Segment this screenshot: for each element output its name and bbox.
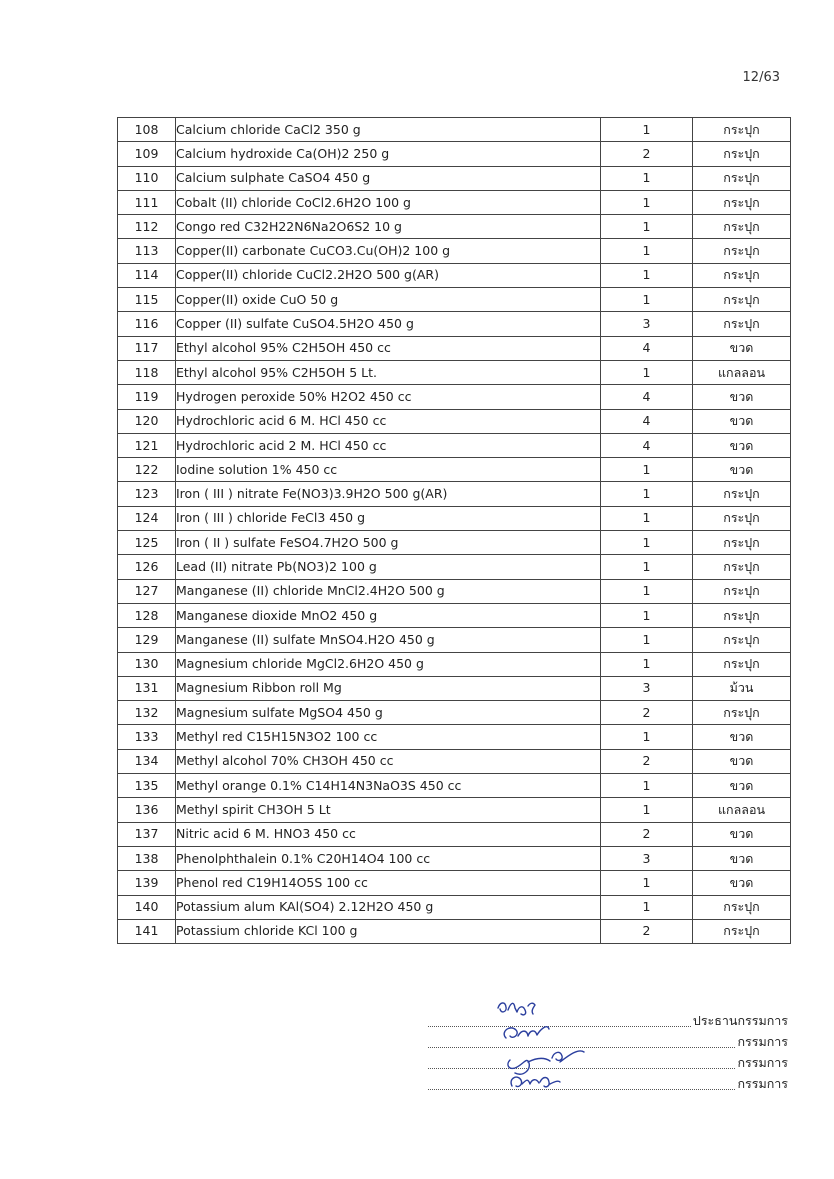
table-row [118, 555, 791, 579]
item-unit-cell: ขวด [693, 871, 791, 895]
item-quantity-cell: 1 [601, 482, 693, 506]
table-row [118, 458, 791, 482]
item-unit-cell: กระปุก [693, 652, 791, 676]
item-name-cell: Manganese (II) chloride MnCl2.4H2O 500 g [176, 579, 601, 603]
item-quantity-cell: 3 [601, 312, 693, 336]
item-name-cell: Manganese (II) sulfate MnSO4.H2O 450 g [176, 628, 601, 652]
table-row [118, 288, 791, 312]
table-row [118, 822, 791, 846]
item-number-cell: 121 [118, 433, 176, 457]
item-unit-cell: กระปุก [693, 603, 791, 627]
item-quantity-cell: 1 [601, 263, 693, 287]
item-name-cell: Lead (II) nitrate Pb(NO3)2 100 g [176, 555, 601, 579]
item-quantity-cell: 2 [601, 749, 693, 773]
item-quantity-cell: 1 [601, 215, 693, 239]
item-name-cell: Potassium chloride KCl 100 g [176, 919, 601, 943]
item-number-cell: 123 [118, 482, 176, 506]
table-row [118, 846, 791, 870]
item-number-cell: 110 [118, 166, 176, 190]
item-quantity-cell: 1 [601, 190, 693, 214]
table-row [118, 409, 791, 433]
item-quantity-cell: 3 [601, 676, 693, 700]
item-name-cell: Copper(II) chloride CuCl2.2H2O 500 g(AR) [176, 263, 601, 287]
item-name-cell: Ethyl alcohol 95% C2H5OH 450 cc [176, 336, 601, 360]
item-number-cell: 108 [118, 118, 176, 142]
item-name-cell: Potassium alum KAl(SO4) 2.12H2O 450 g [176, 895, 601, 919]
item-name-cell: Magnesium sulfate MgSO4 450 g [176, 701, 601, 725]
item-unit-cell: ขวด [693, 433, 791, 457]
item-name-cell: Methyl orange 0.1% C14H14N3NaO3S 450 cc [176, 774, 601, 798]
item-number-cell: 119 [118, 385, 176, 409]
item-name-cell: Calcium hydroxide Ca(OH)2 250 g [176, 142, 601, 166]
item-quantity-cell: 1 [601, 652, 693, 676]
item-unit-cell: กระปุก [693, 506, 791, 530]
item-unit-cell: ขวด [693, 409, 791, 433]
item-quantity-cell: 1 [601, 579, 693, 603]
table-row [118, 652, 791, 676]
item-number-cell: 124 [118, 506, 176, 530]
table-row [118, 871, 791, 895]
table-row [118, 239, 791, 263]
item-unit-cell: กระปุก [693, 312, 791, 336]
item-number-cell: 132 [118, 701, 176, 725]
item-number-cell: 130 [118, 652, 176, 676]
item-quantity-cell: 1 [601, 774, 693, 798]
item-name-cell: Phenol red C19H14O5S 100 cc [176, 871, 601, 895]
signature-block [428, 1010, 788, 1094]
item-number-cell: 125 [118, 531, 176, 555]
item-name-cell: Methyl red C15H15N3O2 100 cc [176, 725, 601, 749]
item-unit-cell: แกลลอน [693, 360, 791, 384]
item-name-cell: Iron ( III ) chloride FeCl3 450 g [176, 506, 601, 530]
item-quantity-cell: 1 [601, 118, 693, 142]
signature-line-member-1 [428, 1031, 788, 1052]
item-number-cell: 127 [118, 579, 176, 603]
item-unit-cell: กระปุก [693, 555, 791, 579]
item-unit-cell: ขวด [693, 774, 791, 798]
item-unit-cell: กระปุก [693, 142, 791, 166]
item-quantity-cell: 2 [601, 142, 693, 166]
item-unit-cell: กระปุก [693, 288, 791, 312]
item-number-cell: 116 [118, 312, 176, 336]
item-unit-cell: กระปุก [693, 190, 791, 214]
item-number-cell: 115 [118, 288, 176, 312]
item-number-cell: 131 [118, 676, 176, 700]
item-quantity-cell: 2 [601, 822, 693, 846]
item-name-cell: Hydrochloric acid 2 M. HCl 450 cc [176, 433, 601, 457]
signature-line-member-3 [428, 1073, 788, 1094]
table-row [118, 628, 791, 652]
item-quantity-cell: 1 [601, 871, 693, 895]
item-quantity-cell: 2 [601, 919, 693, 943]
item-quantity-cell: 1 [601, 725, 693, 749]
signature-role-label: กรรมการ [737, 1076, 788, 1091]
table-row [118, 749, 791, 773]
item-unit-cell: ขวด [693, 749, 791, 773]
item-name-cell: Magnesium Ribbon roll Mg [176, 676, 601, 700]
item-quantity-cell: 1 [601, 506, 693, 530]
signature-role-label: ประธานกรรมการ [692, 1013, 788, 1028]
item-name-cell: Congo red C32H22N6Na2O6S2 10 g [176, 215, 601, 239]
table-row [118, 263, 791, 287]
item-unit-cell: กระปุก [693, 118, 791, 142]
item-number-cell: 134 [118, 749, 176, 773]
table-row [118, 895, 791, 919]
item-unit-cell: ขวด [693, 846, 791, 870]
table-row [118, 118, 791, 142]
item-number-cell: 128 [118, 603, 176, 627]
item-unit-cell: กระปุก [693, 531, 791, 555]
table-row [118, 215, 791, 239]
item-quantity-cell: 4 [601, 409, 693, 433]
item-number-cell: 126 [118, 555, 176, 579]
table-row [118, 579, 791, 603]
signature-role-label: กรรมการ [737, 1034, 788, 1049]
item-unit-cell: กระปุก [693, 239, 791, 263]
signature-line-member-2 [428, 1052, 788, 1073]
item-name-cell: Iron ( II ) sulfate FeSO4.7H2O 500 g [176, 531, 601, 555]
item-number-cell: 139 [118, 871, 176, 895]
item-number-cell: 129 [118, 628, 176, 652]
item-name-cell: Hydrochloric acid 6 M. HCl 450 cc [176, 409, 601, 433]
item-number-cell: 112 [118, 215, 176, 239]
item-name-cell: Cobalt (II) chloride CoCl2.6H2O 100 g [176, 190, 601, 214]
item-number-cell: 140 [118, 895, 176, 919]
item-name-cell: Methyl spirit CH3OH 5 Lt [176, 798, 601, 822]
item-unit-cell: ขวด [693, 336, 791, 360]
table-row [118, 482, 791, 506]
item-number-cell: 141 [118, 919, 176, 943]
table-row [118, 506, 791, 530]
item-unit-cell: ขวด [693, 458, 791, 482]
item-number-cell: 135 [118, 774, 176, 798]
item-name-cell: Calcium sulphate CaSO4 450 g [176, 166, 601, 190]
item-name-cell: Copper(II) oxide CuO 50 g [176, 288, 601, 312]
item-unit-cell: กระปุก [693, 482, 791, 506]
item-name-cell: Hydrogen peroxide 50% H2O2 450 cc [176, 385, 601, 409]
item-quantity-cell: 1 [601, 603, 693, 627]
item-quantity-cell: 3 [601, 846, 693, 870]
table-row [118, 725, 791, 749]
table-row [118, 774, 791, 798]
item-quantity-cell: 1 [601, 555, 693, 579]
item-quantity-cell: 4 [601, 385, 693, 409]
item-unit-cell: ขวด [693, 725, 791, 749]
item-unit-cell: กระปุก [693, 701, 791, 725]
item-name-cell: Calcium chloride CaCl2 350 g [176, 118, 601, 142]
table-row [118, 603, 791, 627]
item-name-cell: Ethyl alcohol 95% C2H5OH 5 Lt. [176, 360, 601, 384]
table-row [118, 433, 791, 457]
table-row [118, 312, 791, 336]
item-name-cell: Iodine solution 1% 450 cc [176, 458, 601, 482]
item-quantity-cell: 1 [601, 239, 693, 263]
item-unit-cell: แกลลอน [693, 798, 791, 822]
table-row [118, 701, 791, 725]
item-unit-cell: กระปุก [693, 579, 791, 603]
item-unit-cell: กระปุก [693, 919, 791, 943]
item-number-cell: 133 [118, 725, 176, 749]
item-name-cell: Methyl alcohol 70% CH3OH 450 cc [176, 749, 601, 773]
table-row [118, 798, 791, 822]
item-name-cell: Manganese dioxide MnO2 450 g [176, 603, 601, 627]
item-number-cell: 136 [118, 798, 176, 822]
table-row [118, 919, 791, 943]
item-number-cell: 137 [118, 822, 176, 846]
item-name-cell: Nitric acid 6 M. HNO3 450 cc [176, 822, 601, 846]
item-number-cell: 117 [118, 336, 176, 360]
item-quantity-cell: 4 [601, 433, 693, 457]
item-quantity-cell: 1 [601, 531, 693, 555]
item-number-cell: 122 [118, 458, 176, 482]
item-name-cell: Copper(II) carbonate CuCO3.Cu(OH)2 100 g [176, 239, 601, 263]
item-quantity-cell: 4 [601, 336, 693, 360]
item-name-cell: Magnesium chloride MgCl2.6H2O 450 g [176, 652, 601, 676]
item-quantity-cell: 1 [601, 166, 693, 190]
item-unit-cell: กระปุก [693, 628, 791, 652]
item-quantity-cell: 1 [601, 360, 693, 384]
table-row [118, 336, 791, 360]
item-unit-cell: กระปุก [693, 215, 791, 239]
item-number-cell: 138 [118, 846, 176, 870]
item-name-cell: Iron ( III ) nitrate Fe(NO3)3.9H2O 500 g(AR) [176, 482, 601, 506]
page-number: 12/63 [742, 70, 780, 85]
item-quantity-cell: 2 [601, 701, 693, 725]
items-table [117, 117, 791, 944]
table-row [118, 190, 791, 214]
item-number-cell: 118 [118, 360, 176, 384]
item-unit-cell: กระปุก [693, 263, 791, 287]
table-row [118, 676, 791, 700]
item-name-cell: Phenolphthalein 0.1% C20H14O4 100 cc [176, 846, 601, 870]
item-quantity-cell: 1 [601, 628, 693, 652]
item-number-cell: 113 [118, 239, 176, 263]
item-unit-cell: ขวด [693, 385, 791, 409]
item-unit-cell: กระปุก [693, 895, 791, 919]
item-number-cell: 111 [118, 190, 176, 214]
item-quantity-cell: 1 [601, 895, 693, 919]
table-row [118, 360, 791, 384]
signature-role-label: กรรมการ [737, 1055, 788, 1070]
item-number-cell: 114 [118, 263, 176, 287]
item-quantity-cell: 1 [601, 798, 693, 822]
item-number-cell: 109 [118, 142, 176, 166]
item-number-cell: 120 [118, 409, 176, 433]
table-row [118, 166, 791, 190]
item-unit-cell: ม้วน [693, 676, 791, 700]
item-unit-cell: ขวด [693, 822, 791, 846]
table-row [118, 531, 791, 555]
item-name-cell: Copper (II) sulfate CuSO4.5H2O 450 g [176, 312, 601, 336]
table-row [118, 142, 791, 166]
table-row [118, 385, 791, 409]
item-quantity-cell: 1 [601, 458, 693, 482]
item-unit-cell: กระปุก [693, 166, 791, 190]
signature-line-chairman [428, 1010, 788, 1031]
item-quantity-cell: 1 [601, 288, 693, 312]
